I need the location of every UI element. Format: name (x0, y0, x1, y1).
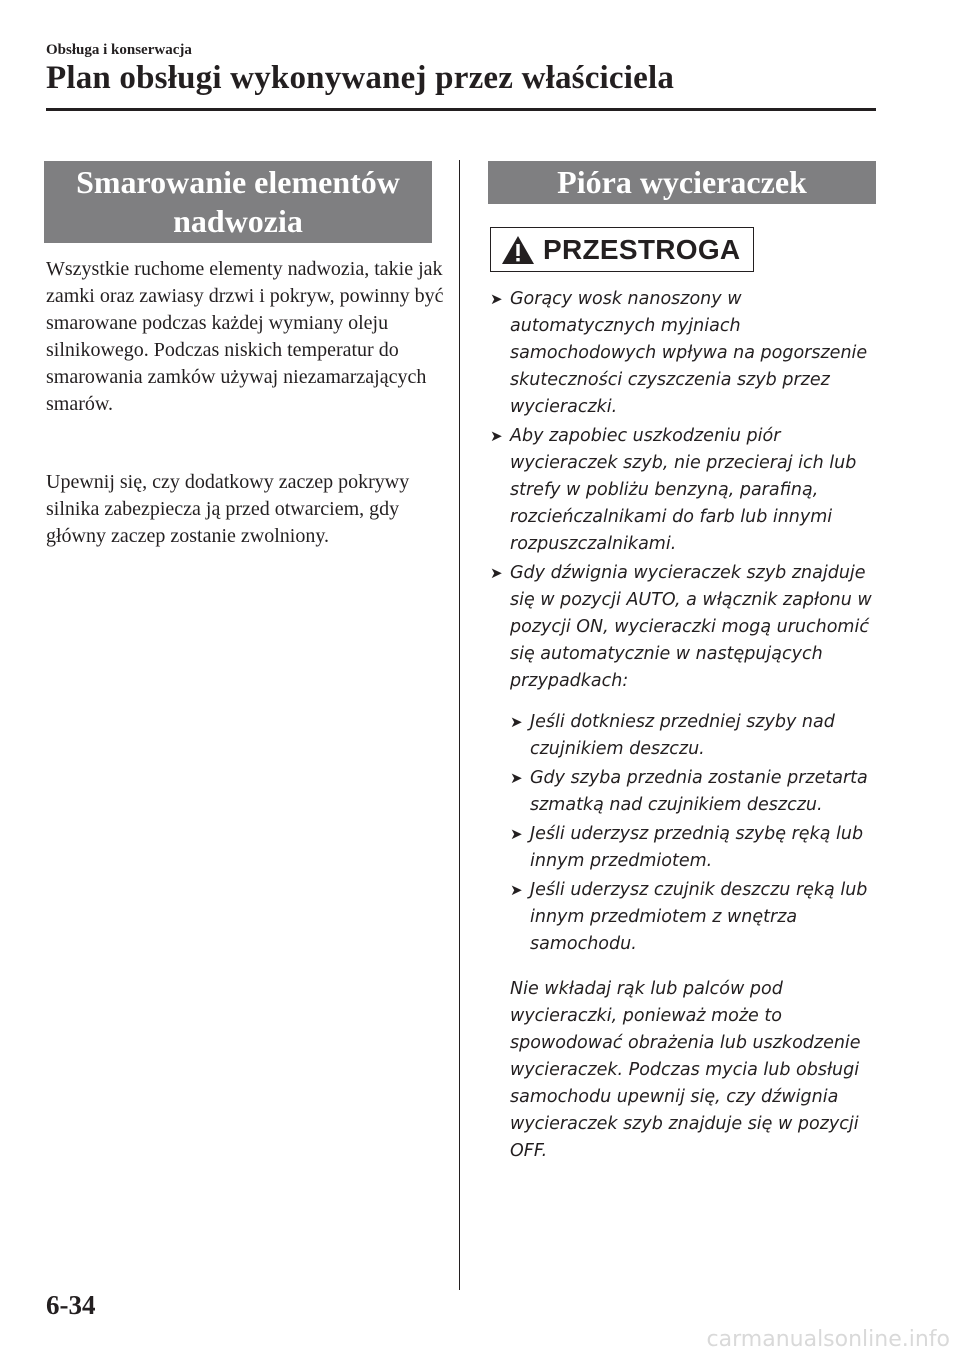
list-item-text: Gdy dźwignia wycieraczek szyb znajduje się w pozycji AUTO, a włącznik zapłonu w pozycji ON, wycieraczki mogą uruchomić się automatycznie w następujących przypadkach: (510, 563, 872, 691)
body-paragraph-2: Upewnij się, czy dodatkowy zaczep pokrywy silnika zabezpiecza ją przed otwarciem, gdy główny zaczep zostanie zwolniony. (46, 471, 410, 547)
caution-note: Nie wkładaj rąk lub palców pod wycieraczki, ponieważ może to spowodować obrażenia lub uszkodzenie wycieraczek. Podczas mycia lub obsługi samochodu upewnij się, czy dźwignia wycieraczek szyb znajduje się w pozycji OFF. (510, 979, 861, 1161)
sub-list-item (510, 877, 890, 958)
sub-list-item (510, 821, 890, 875)
section-heading-body-lubrication (44, 161, 432, 243)
section-heading-line2: nadwozia (173, 203, 303, 239)
sub-list-item-text: Gdy szyba przednia zostanie przetarta szmatką nad czujnikiem deszczu. (530, 768, 868, 815)
section-label: Obsługa i konserwacja (46, 42, 192, 58)
list-item (490, 560, 890, 695)
sub-list-item (510, 765, 890, 819)
body-paragraph-1: Wszystkie ruchome elementy nadwozia, takie jak zamki oraz zawiasy drzwi i pokryw, powinny być smarowane podczas każdej wymiany oleju silnikowego. Podczas niskich temperatur do smarowania zamków używaj niezamarzających smarów. (46, 258, 444, 415)
caution-list (490, 286, 890, 1165)
sub-list-item-text: Jeśli dotkniesz przedniej szyby nad czujnikiem deszczu. (530, 712, 835, 759)
column-divider (459, 160, 460, 1290)
arrowhead-bullet-icon: ➤ (510, 881, 523, 899)
caution-label: PRZESTROGA (543, 233, 741, 265)
arrowhead-bullet-icon: ➤ (510, 713, 523, 731)
sub-list-item-text: Jeśli uderzysz czujnik deszczu ręką lub innym przedmiotem z wnętrza samochodu. (530, 880, 868, 954)
section-heading-line1: Smarowanie elementów (76, 164, 400, 200)
arrowhead-bullet-icon: ➤ (510, 769, 523, 787)
sub-list-item (510, 709, 890, 763)
caution-box (490, 227, 754, 272)
arrowhead-bullet-icon: ➤ (490, 427, 503, 445)
title-rule (46, 108, 876, 111)
arrowhead-bullet-icon: ➤ (510, 825, 523, 843)
watermark: carmanualsonline.info (706, 1327, 950, 1352)
sub-list-item-text: Jeśli uderzysz przednią szybę ręką lub innym przedmiotem. (530, 824, 864, 871)
page-number: 6-34 (46, 1290, 96, 1320)
list-item-text: Aby zapobiec uszkodzeniu piór wycieraczek szyb, nie przecieraj ich lub strefy w pobliżu benzyną, parafiną, rozcieńczalnikami do farb lub innymi rozpuszczalnikami. (510, 426, 857, 554)
page-title: Plan obsługi wykonywanej przez właściciela (46, 60, 675, 96)
list-item-text: Gorący wosk nanoszony w automatycznych myjniach samochodowych wpływa na pogorszenie skuteczności czyszczenia szyb przez wycieraczki. (510, 289, 868, 417)
list-item (490, 423, 890, 558)
arrowhead-bullet-icon: ➤ (490, 290, 503, 308)
arrowhead-bullet-icon: ➤ (490, 564, 503, 582)
list-item (490, 286, 890, 421)
section-heading-wiper-blades: Pióra wycieraczek (488, 161, 876, 204)
warning-triangle-icon (501, 235, 535, 265)
